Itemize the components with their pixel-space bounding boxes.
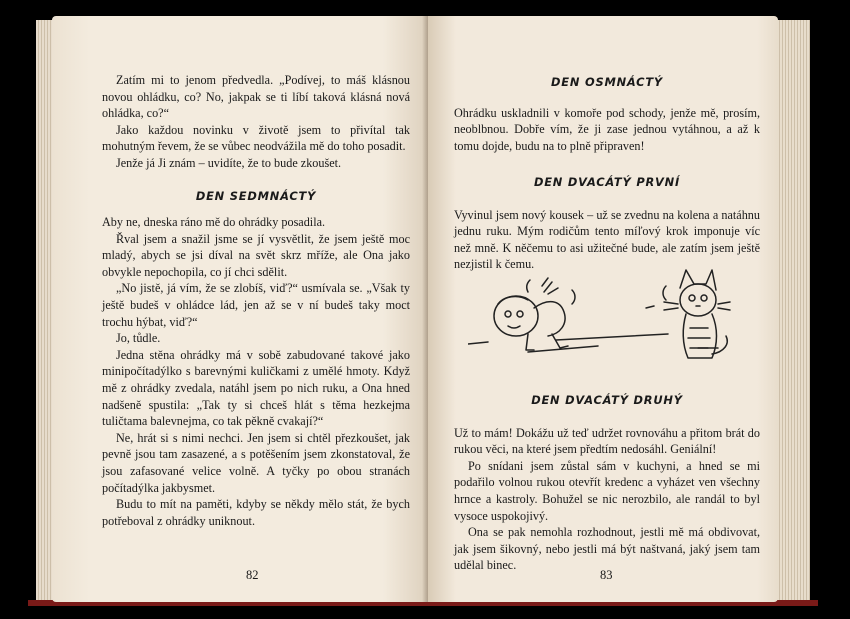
left-page: [52, 16, 428, 602]
paragraph: Jedna stěna ohrádky má v sobě zabudované takové jako minipočítadýlko s barevnými kuličkami z umělé hmoty. Když mě z ohrádky zvedala, natáhl jsem po nich ruku, a Ona hned nadšeně spustila: „Tak ty si chceš hlát s těma hezkejma tuličtama balevnejma, co tak pěkně cvakají?“: [102, 347, 410, 429]
paragraph: Vyvinul jsem nový kousek – už se zvednu na kolena a natáhnu jednu ruku. Mým rodičům tento míľový krok imponuje víc než mně. K něčemu to asi užitečné bude, ale zatím jsem ještě nezjistil k čemu.: [454, 207, 760, 272]
page-number: 83: [600, 568, 613, 582]
paragraph: Řval jsem a snažil jsme se jí vysvětlit, že jsem ještě moc mladý, abych se jsi díval na svět skrz mříže, ale Ona jako obvykle nepochopila, co jí chci sdělit.: [102, 231, 410, 279]
left-page-body: [102, 214, 410, 529]
paragraph: Ona se pak nemohla rozhodnout, jestli mě má obdivovat, jak jsem šikovný, nebo jestli má být naštvaná, jaký jsem tam udělal binec.: [454, 525, 760, 573]
section-day-18: [454, 74, 760, 154]
paragraph: Jako každou novinku v životě jsem to přivítal tak mohutným řevem, že se vůbec neodvážila mě do toho posadit.: [102, 122, 410, 154]
left-page-intro: [102, 72, 410, 172]
left-page-section: [102, 188, 410, 205]
section-heading: DEN OSMNÁCTÝ: [551, 75, 663, 89]
section-day-21: [454, 174, 760, 273]
section-heading: DEN DVACÁTÝ PRVNÍ: [533, 175, 681, 189]
right-page: [428, 16, 778, 602]
paragraph: Aby ne, dneska ráno mě do ohrádky posadila.: [102, 215, 326, 229]
paragraph: Ohrádku uskladnili v komoře pod schody, jenže mě, prosím, neoblbnou. Dobře vím, že ji zase jednou vytáhnou, a až k tomu dojde, budu na to plně připraven!: [454, 105, 760, 153]
page-number: 82: [246, 568, 259, 582]
paragraph: Jo, tůdle.: [116, 331, 161, 346]
baby-and-cat-illustration: [468, 268, 758, 378]
page-stack-right: [776, 20, 810, 600]
paragraph: Zatím mi to jenom předvedla. „Podívej, to máš klásnou novou ohládku, co? No, jakpak se ti líbí taková klásná nová ohládka, co?“: [102, 73, 410, 121]
paragraph: Už to mám! Dokážu už teď udržet rovnováhu a přitom brát do rukou věci, na které jsem předtím nedosáhl. Geniální!: [454, 425, 760, 457]
section-heading: DEN DVACÁTÝ DRUHÝ: [531, 393, 683, 407]
paragraph: Po snídani jsem zůstal sám v kuchyni, a hned se mi podařilo volnou rukou otevřít kredenc a vyházet ven všechny hrnce a kastroly. Bohužel se nic nerozbilo, ale randál to byl vysoce uspokojivý.: [454, 458, 760, 523]
paragraph: Jenže já Ji znám – uvidíte, že to bude zkoušet.: [116, 155, 342, 170]
section-day-22: [454, 392, 760, 574]
paragraph: Budu to mít na paměti, kdyby se někdy mělo stát, že bych potřeboval z ohrádky uniknout.: [102, 497, 410, 528]
open-book: [8, 6, 842, 612]
paragraph: „No jistě, já vím, že se zlobíš, viď?“ usmívala se. „Však ty ještě budeš v ohládce lád, jen až se v ní budeš taky moct trochu hýbat, viď?“: [102, 281, 410, 329]
section-heading: DEN SEDMNÁCTÝ: [195, 189, 317, 203]
paragraph: Ne, hrát si s nimi nechci. Jen jsem si chtěl přezkoušet, jak pevně jsou tam zasazené, a s potěšením jsem zkonstatoval, že jsou zafasované velice volně. A tyčky po obou stranách počítadýlka jakbysmet.: [102, 430, 410, 495]
